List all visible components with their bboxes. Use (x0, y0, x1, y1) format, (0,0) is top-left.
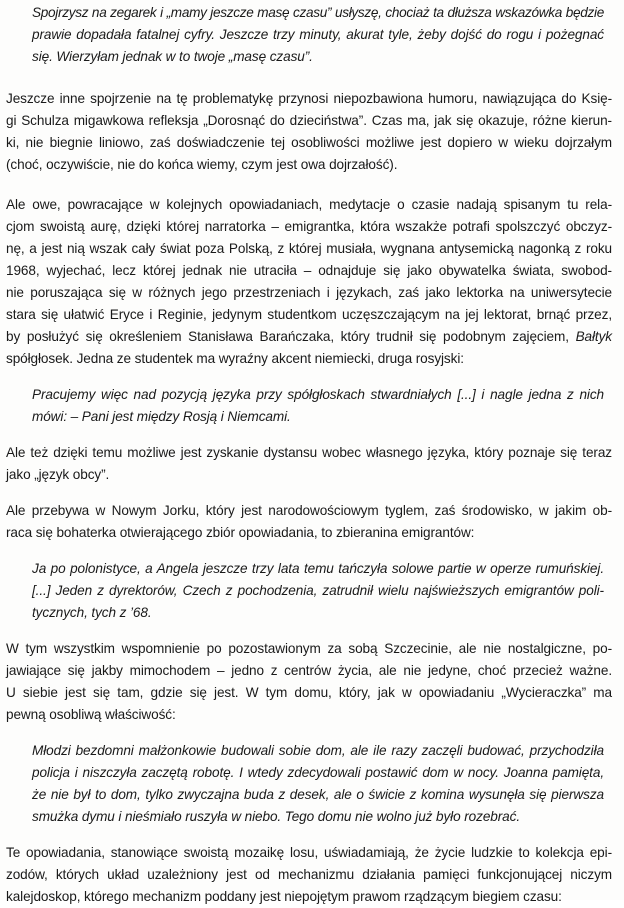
text-line: prawie dopadała fatalnej cyfry. Jeszcze trzy minuty, akurat tyle, żeby dojść do rogu i pożegnać (32, 27, 604, 42)
text-line: pewną osobliwą właściwość: (6, 707, 176, 722)
text-line: nę, a jest nią wszak cały świat poza Polską, z której musiała, wygnana antysemicką nagonką z roku (6, 241, 612, 256)
paragraph-4 (6, 500, 612, 544)
italic-title: Bałtyk (575, 329, 612, 344)
text-line: policja i niszczyła zaczętą robotę. I wtedy zdecydowali postawić dom w nocy. Joanna pamięta, (32, 765, 604, 780)
text-line: raca się bohaterka otwierającego zbiór opowiadania, to zbieranina emigrantów: (6, 525, 475, 540)
quote-1 (6, 384, 612, 428)
text-line: kalejdoskop, którego mechanizm poddany jest niepojętym prawom rządzącym biegiem czasu: (6, 889, 562, 904)
text-line: nie poruszająca się w różnych jego przestrzeniach i językach, zaś jako lektorka na uniwersytecie (6, 285, 612, 300)
paragraph-6 (6, 842, 612, 908)
text-line: że nie był to dom, tylko zwyczajna buda z desek, ale o świcie z komina wysunęła się pierwsza (32, 787, 604, 802)
text-line: ki, nie biegnie liniowo, zaś doświadczenie tej osobliwości możliwe jest dopiero w wieku dojrzałym (6, 135, 612, 150)
paragraph-1 (6, 88, 612, 176)
text-line: się. Wierzyłam jednak w to twoje „masę czasu”. (32, 49, 313, 64)
text-line (6, 326, 612, 348)
opening-quote (6, 2, 612, 68)
paragraph-2 (6, 194, 612, 370)
text-line: Ale owe, powracające w kolejnych opowiadaniach, medytacje o czasie nadają spisanym tu rela- (6, 197, 612, 212)
quote-2 (6, 558, 612, 624)
text-line: jako „język obcy”. (6, 467, 110, 482)
text-line: tycznych, tych z ’68. (32, 605, 152, 620)
text-line: Jeszcze inne spojrzenie na tę problematykę przynosi niepozbawiona humoru, nawiązująca do Księ- (6, 91, 612, 106)
quote-3 (6, 740, 612, 828)
text-line: Pracujemy więc nad pozycją języka przy spółgłoskach stwardniałych [...] i nagle jedna z nich (32, 387, 604, 402)
text-line: jawiające się jakby mimochodem – jedno z centrów życia, ale nie jedyne, choć przecież ważne. (6, 663, 612, 678)
text-line: cjom swoistą aurę, dzięki której narratorka – emigrantka, która wszakże potrafi spolszczyć obczyz- (6, 219, 612, 234)
text-line: (choć, oczywiście, nie do końca wiemy, czym jest owa dojrzałość). (6, 157, 398, 172)
text-line: spółgłosek. Jedna ze studentek ma wyraźny akcent niemiecki, druga rosyjski: (6, 351, 464, 366)
text-line: U siebie jest się tam, gdzie się jest. W tym domu, który, jak w opowiadaniu „Wycieraczka” ma (6, 685, 612, 700)
text-line: smużka dymu i nieśmiało ruszyła w niebo. Tego domu nie wolno już było rozebrać. (32, 809, 521, 824)
text-segment: by posłużyć się określeniem Stanisława Barańczaka, który trudnił się podobnym zajęciem, (6, 329, 569, 344)
text-line: Ale przebywa w Nowym Jorku, który jest narodowościowym tyglem, zaś środowisko, w jakim ob- (6, 503, 612, 518)
text-line: stara się ułatwić Eryce i Reginie, jedynym studentkom uczęszczającym na jej lektorat, brnąć przez, (6, 307, 612, 322)
text-line: [...] Jeden z dyrektorów, Czech z pochodzenia, zatrudnił wielu najświeższych emigrantów poli- (32, 583, 604, 598)
text-line: zodów, których układ uzależniony jest od mechanizmu działania pamięci funkcjonującej niczym (6, 867, 612, 882)
paragraph-5 (6, 638, 612, 726)
text-line: 1968, wyjechać, lecz której jednak nie utraciła – odnajduje się jako obywatelka świata, swobod- (6, 263, 612, 278)
text-line: Młodzi bezdomni małżonkowie budowali sobie dom, ale ile razy zaczęli budować, przychodziła (32, 743, 604, 758)
text-line: mówi: – Pani jest między Rosją i Niemcami. (32, 409, 291, 424)
text-line: Ja po polonistyce, a Angela jeszcze trzy lata temu tańczyła solowe partie w operze rumuńskiej. (32, 561, 604, 576)
text-line: W tym wszystkim wspomnienie po pozostawionym za sobą Szczecinie, ale nie nostalgiczne, po- (6, 641, 612, 656)
text-line: Ale też dzięki temu możliwe jest zyskanie dystansu wobec własnego języka, który poznaje się teraz (6, 445, 612, 460)
text-line: gi Schulza migawkowa refleksja „Dorosnąć do dzieciństwa”. Czas ma, jak się okazuje, różne kierun- (6, 113, 612, 128)
text-line: Te opowiadania, stanowiące swoistą mozaikę losu, uświadamiają, że życie ludzkie to kolekcja epi- (6, 845, 612, 860)
text-line: Spojrzysz na zegarek i „mamy jeszcze masę czasu” usłyszę, chociaż ta dłuższa wskazówka będzie (32, 5, 604, 20)
paragraph-3 (6, 442, 612, 486)
